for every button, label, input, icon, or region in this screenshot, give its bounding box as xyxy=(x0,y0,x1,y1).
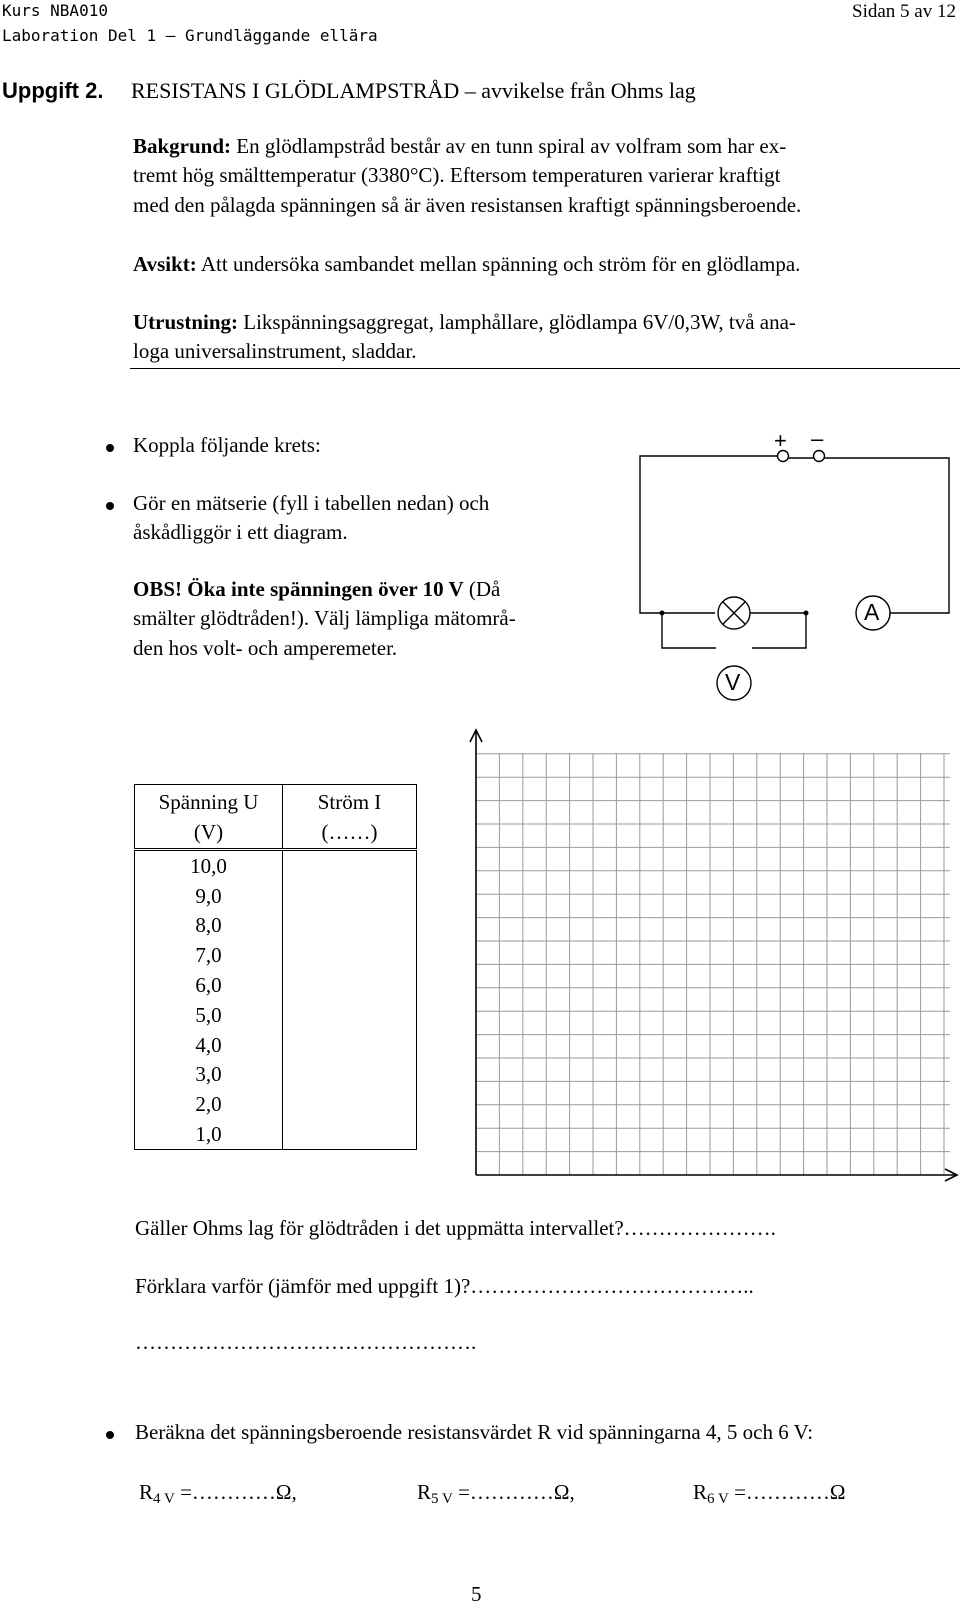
voltage-header: Spänning U (V) xyxy=(135,785,283,850)
background-line2: tremt hög smälttemperatur (3380°C). Eftersom temperaturen varierar kraftigt xyxy=(133,163,781,187)
measure-line1: Gör en mätserie (fyll i tabellen nedan) och xyxy=(133,491,490,515)
result-r6: $R_{6 V}$ =…………Ω xyxy=(693,1480,846,1507)
voltage-cell: 10,0 xyxy=(135,850,283,881)
voltmeter-label: V xyxy=(725,669,741,695)
background-line1: Bakgrund: En glödlampstråd består av en tunn spiral av volfram som har ex- xyxy=(133,134,787,158)
equipment-label: Utrustning: xyxy=(133,310,239,334)
minus-label: – xyxy=(811,426,824,451)
voltage-cell: 2,0 xyxy=(135,1089,283,1119)
purpose: Avsikt: Att undersöka sambandet mellan spänning och ström för en glödlampa. xyxy=(133,252,801,276)
measure-line2: åskådliggör i ett diagram. xyxy=(133,520,348,544)
voltage-cell: 7,0 xyxy=(135,940,283,970)
equipment-line2: loga universalinstrument, sladdar. xyxy=(133,339,417,363)
ammeter-label: A xyxy=(864,599,880,625)
equipment-line1: Utrustning: Likspänningsaggregat, lamphållare, glödlampa 6V/0,3W, två ana- xyxy=(133,310,796,334)
course-code: Kurs NBA010 xyxy=(2,1,108,20)
warning-line1: OBS! Öka inte spänningen över 10 V (Då xyxy=(133,577,501,601)
voltage-cell: 9,0 xyxy=(135,881,283,911)
voltage-cell: 6,0 xyxy=(135,970,283,1000)
page-number: 5 xyxy=(471,1582,482,1606)
background-label: Bakgrund: xyxy=(133,134,232,158)
voltage-cell: 3,0 xyxy=(135,1060,283,1090)
result-r4: $R_{4 V}$ =…………Ω, xyxy=(139,1480,297,1507)
warning-bold: OBS! Öka inte spänningen över 10 V xyxy=(133,577,464,601)
voltage-cell: 8,0 xyxy=(135,911,283,941)
question-explain: Förklara varför (jämför med uppgift 1)?………………………………….. xyxy=(135,1274,754,1298)
question-ohms-law: Gäller Ohms lag för glödtråden i det uppmätta intervallet?…………………. xyxy=(135,1216,776,1240)
warning-line3: den hos volt- och amperemeter. xyxy=(133,636,398,660)
question-explain-continuation: …………………………………………. xyxy=(135,1330,477,1354)
current-header: Ström I (……) xyxy=(283,785,417,850)
task-title: RESISTANS I GLÖDLAMPSTRÅD – avvikelse från Ohms lag xyxy=(131,78,696,103)
page-indicator: Sidan 5 av 12 xyxy=(852,1,956,22)
plus-label: + xyxy=(774,428,787,453)
voltage-cell: 5,0 xyxy=(135,1000,283,1030)
calc-instruction: Beräkna det spänningsberoende resistansvärdet R vid spänningarna 4, 5 och 6 V: xyxy=(135,1420,814,1444)
purpose-label: Avsikt: xyxy=(133,252,197,276)
warning-line2: smälter glödtråden!). Välj lämpliga mätområ- xyxy=(133,606,516,630)
connect-instruction: Koppla följande krets: xyxy=(133,433,321,457)
background-line3: med den pålagda spänningen så är även resistansen kraftigt spänningsberoende. xyxy=(133,193,802,217)
bullet xyxy=(106,1431,114,1439)
voltage-cell: 1,0 xyxy=(135,1119,283,1149)
task-number: Uppgift 2. xyxy=(2,78,104,103)
voltage-cell: 4,0 xyxy=(135,1030,283,1060)
lab-title: Laboration Del 1 – Grundläggande ellära xyxy=(2,26,378,45)
result-r5: $R_{5 V}$ =…………Ω, xyxy=(417,1480,575,1507)
